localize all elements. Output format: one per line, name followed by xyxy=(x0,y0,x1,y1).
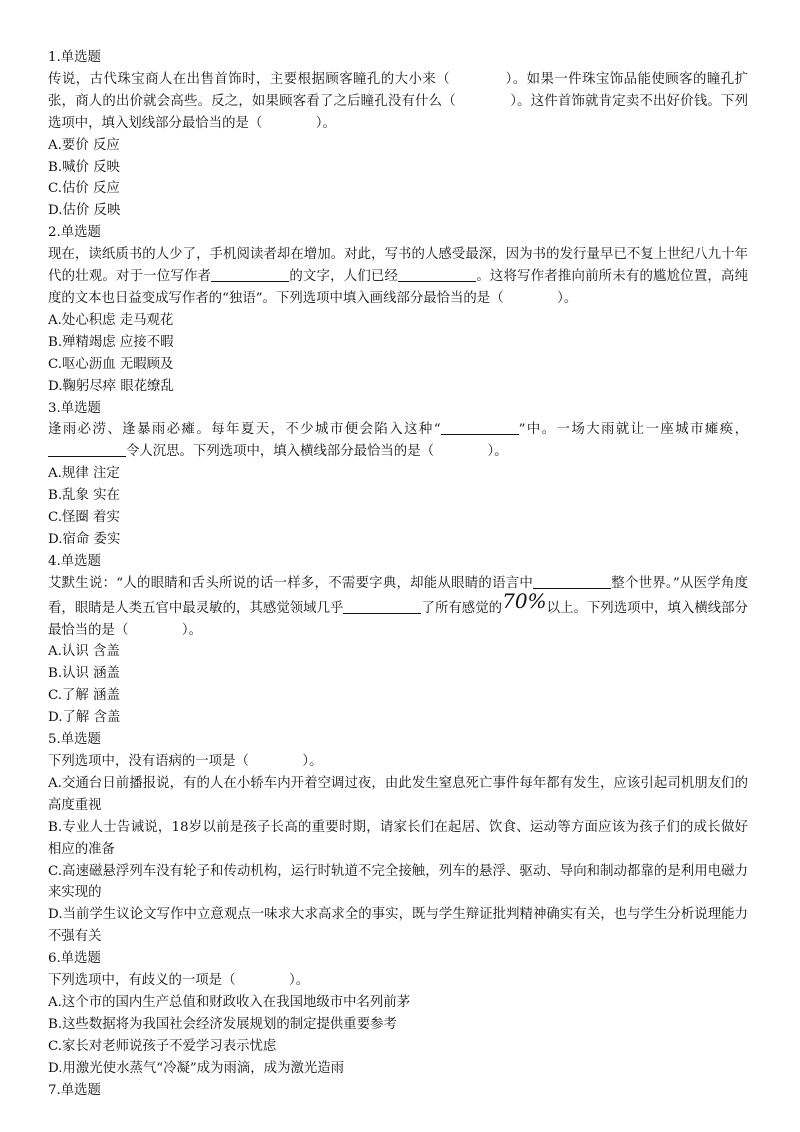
fill-blank xyxy=(48,442,126,457)
question-7 xyxy=(48,1080,748,1102)
stem-text: 令人沉思。下列选项中，填入横线部分最恰当的是（ ）。 xyxy=(126,444,508,460)
option-a: A.交通台日前播报说，有的人在小轿车内开着空调过夜，由此发生窒息死亡事件每年都有发生，应该引起司机朋友们的高度重视 xyxy=(48,775,748,813)
option-a: A.处心积虑 走马观花 xyxy=(48,312,174,328)
question-5 xyxy=(48,729,748,948)
option-b: B.这些数据将为我国社会经济发展规划的制定提供重要参考 xyxy=(48,1016,397,1032)
question-header: 3.单选题 xyxy=(48,400,101,416)
stem-text: 以上。下列选项中，填入横线部分最恰当的是（ ）。 xyxy=(48,600,749,638)
question-header: 6.单选题 xyxy=(48,951,101,967)
option-a: A.规律 注定 xyxy=(48,466,120,482)
option-b: B.认识 涵盖 xyxy=(48,666,120,682)
question-stem xyxy=(48,970,748,992)
option-c: C.呕心沥血 无暇顾及 xyxy=(48,356,174,372)
option-a: A.这个市的国内生产总值和财政收入在我国地级市中名列前茅 xyxy=(48,994,411,1010)
option-d: D.鞠躬尽瘁 眼花缭乱 xyxy=(48,378,174,394)
option-c: C.家长对老师说孩子不爱学习表示忧虑 xyxy=(48,1038,277,1054)
stem-text: 现在，读纸质书的人少了，手机阅读者却在增加。对此，写书的人感受最深，因为书的发行量早已不复上世纪八九十年代的壮观。对于一位写作者 xyxy=(48,247,748,285)
percent-figure: 70% xyxy=(502,588,547,613)
option-d: D.宿命 委实 xyxy=(48,531,121,547)
question-header: 1.单选题 xyxy=(48,50,101,65)
fill-blank xyxy=(441,420,519,435)
question-stem xyxy=(48,751,748,773)
fill-blank xyxy=(533,574,611,589)
fill-blank xyxy=(343,599,421,614)
stem-text: 了所有感觉的 xyxy=(421,600,503,616)
option-a: A.要价 反应 xyxy=(48,137,120,153)
question-1 xyxy=(48,47,748,222)
stem-text: ”中。一场大雨就让一座城市瘫痪， xyxy=(518,422,748,438)
option-b: B.专业人士告诫说，18岁以前是孩子长高的重要时期，请家长们在起居、饮食、运动等方面应该为孩子们的成长做好相应的准备 xyxy=(48,819,748,857)
option-d: D.当前学生议论文写作中立意观点一味求大求高求全的事实，既与学生辩证批判精神确实有关，也与学生分析说理能力不强有关 xyxy=(48,907,748,945)
option-c: C.估价 反应 xyxy=(48,181,120,197)
option-d: D.了解 含盖 xyxy=(48,710,121,726)
option-b: B.乱象 实在 xyxy=(48,488,120,504)
option-c: C.高速磁悬浮列车没有轮子和传动机构，运行时轨道不完全接触，列车的悬浮、驱动、导向和制动都靠的是利用电磁力来实现的 xyxy=(48,863,748,901)
question-header: 2.单选题 xyxy=(48,225,101,241)
question-stem xyxy=(48,419,748,463)
question-4 xyxy=(48,551,748,729)
stem-text: 下列选项中，有歧义的一项是（ ）。 xyxy=(48,973,310,989)
stem-text: 艾默生说：“人的眼睛和舌头所说的话一样多，不需要字典，却能从眼睛的语言中 xyxy=(48,575,534,591)
question-stem xyxy=(48,244,748,310)
fill-blank xyxy=(211,267,289,282)
option-a: A.认识 含盖 xyxy=(48,644,120,660)
stem-text: 整个世界。”从医学角度看，眼睛是人类五官中最灵敏的，其感觉领域几乎 xyxy=(48,575,748,616)
question-2 xyxy=(48,222,748,397)
stem-text: 传说，古代珠宝商人在出售首饰时，主要根据顾客瞳孔的大小来（ ）。如果一件珠宝饰品能使顾客的瞳孔扩张，商人的出价就会高些。反之，如果顾客看了之后瞳孔没有什么（ ）。这件首饰就肯定卖不出好价钱。下列选项中，填入划线部分最恰当的是（ ）。 xyxy=(48,71,748,131)
fill-blank xyxy=(398,267,476,282)
question-header: 7.单选题 xyxy=(48,1082,101,1098)
option-b: B.殚精竭虑 应接不暇 xyxy=(48,334,174,350)
question-3 xyxy=(48,398,748,551)
question-header: 4.单选题 xyxy=(48,553,101,569)
option-c: C.了解 涵盖 xyxy=(48,688,120,704)
question-stem xyxy=(48,69,748,135)
stem-text: 。这将写作者推向前所未有的尴尬位置，高纯度的文本也日益变成写作者的“独语”。下列选项中填入画线部分最恰当的是（ ）。 xyxy=(48,269,749,306)
stem-text: 下列选项中，没有语病的一项是（ ）。 xyxy=(48,754,323,769)
question-header: 5.单选题 xyxy=(48,732,101,748)
question-6 xyxy=(48,948,748,1079)
option-b: B.喊价 反映 xyxy=(48,159,120,175)
option-d: D.估价 反映 xyxy=(48,203,121,219)
option-c: C.怪圈 着实 xyxy=(48,510,120,526)
option-d: D.用激光使水蒸气“冷凝”成为雨滴，成为激光造雨 xyxy=(48,1060,345,1076)
question-stem xyxy=(48,573,748,642)
stem-text: 的文字，人们已经 xyxy=(289,269,399,285)
stem-text: 逢雨必涝、逢暴雨必瘫。每年夏天，不少城市便会陷入这种“ xyxy=(48,422,441,438)
